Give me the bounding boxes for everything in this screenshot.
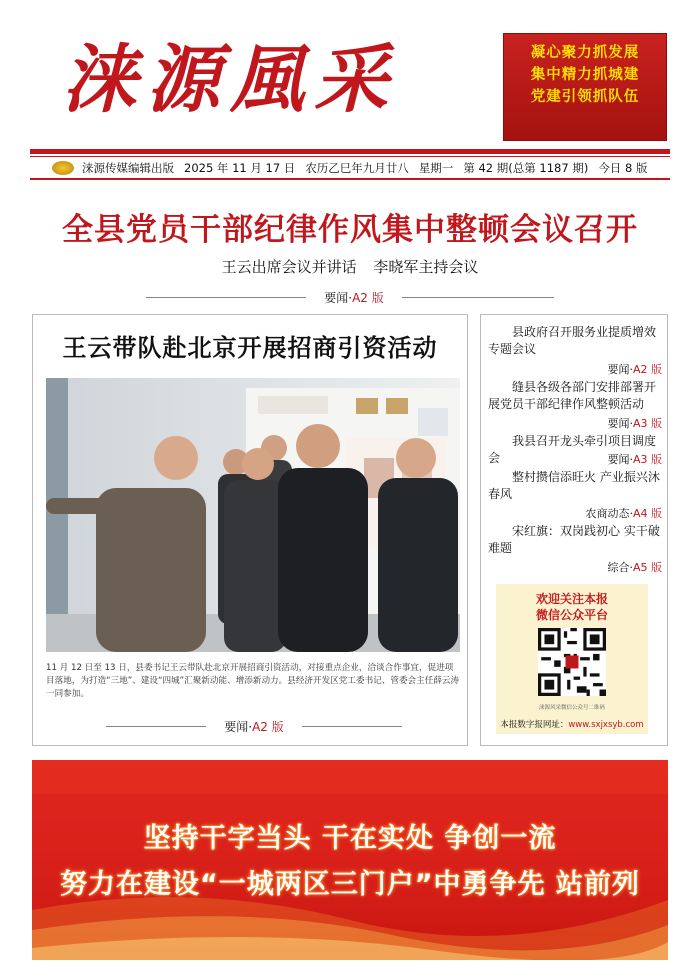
- sidebar-item-ref[interactable]: [488, 505, 662, 521]
- qr-code-icon[interactable]: [538, 628, 606, 696]
- wechat-title-line: 微信公众平台: [535, 608, 608, 622]
- ref-section: 要闻·: [224, 720, 253, 734]
- banner-line-1: 坚持干字当头 干在实处 争创一流: [143, 823, 557, 854]
- ref-divider: [146, 297, 306, 298]
- photo-caption: 11 月 12 日至 13 日，县委书记王云带队赴北京开展招商引资活动，对接重点企业，洽谈合作事宜，促进项目落地，为打造“三地”、建设“四城”汇聚新动能、增添新动力。县经济开发区党工委书记、管委会主任薛云涛一同参加。: [46, 663, 460, 699]
- main-story-title[interactable]: 王云带队赴北京开展招商引资活动: [62, 333, 438, 362]
- sidebar-item[interactable]: 我县召开龙头牵引项目调度会: [488, 434, 657, 465]
- ref-divider: [402, 297, 554, 298]
- slogan-banner: [32, 760, 668, 960]
- slogan-box: [503, 33, 667, 141]
- banner-line-2: 努力在建设“一城两区三门户”中勇争先 站前列: [60, 869, 640, 900]
- ref-page: A2 版: [252, 720, 284, 734]
- subheadline-part: 李晓军主持会议: [373, 258, 479, 276]
- ref-section: 综合·: [607, 561, 633, 574]
- news-photo-illustration: [46, 378, 460, 652]
- wechat-title-line: 欢迎关注本报: [535, 592, 608, 606]
- ref-page: A5 版: [632, 561, 662, 574]
- infobar-rule: [30, 178, 670, 180]
- digital-edition-url[interactable]: [496, 718, 648, 730]
- issue-date: 2025 年 11 月 17 日: [184, 161, 296, 175]
- page-count: 今日 8 版: [598, 161, 648, 175]
- lunar-date: 农历乙巳年九月廿八: [305, 161, 409, 175]
- ref-page: A3 版: [632, 417, 662, 430]
- sidebar-item[interactable]: 县政府召开服务业提质增效专题会议: [488, 325, 657, 356]
- sidebar-item-ref[interactable]: [488, 451, 662, 467]
- ref-divider: [302, 726, 402, 727]
- ref-section: 要闻·: [607, 363, 633, 376]
- url-value: www.sxjxsyb.com: [568, 720, 644, 730]
- main-story-page-ref[interactable]: [206, 718, 302, 735]
- slogan-line: 凝心聚力抓发展: [530, 45, 640, 61]
- sidebar-item[interactable]: 缝县各级各部门安排部署开展党员干部纪律作风整顿活动: [488, 380, 657, 411]
- masthead-rule-thin: [30, 156, 670, 157]
- ref-section: 要闻·: [607, 417, 633, 430]
- qr-caption: 涞源风采微信公众号二维码: [538, 705, 605, 711]
- masthead-title: 涞源風采: [62, 37, 398, 123]
- sidebar-item-ref[interactable]: [488, 559, 662, 575]
- issue-info-bar: [30, 159, 670, 177]
- banner-background: [32, 760, 668, 960]
- ref-page: A2 版: [352, 291, 384, 305]
- ref-page: A3 版: [632, 453, 662, 466]
- ref-page: A4 版: [632, 507, 662, 520]
- sidebar-item[interactable]: 整村攒信添旺火 产业振兴沐春风: [488, 470, 660, 501]
- lead-subheadline: [0, 256, 700, 277]
- sidebar-item-ref[interactable]: [488, 361, 662, 377]
- lead-headline[interactable]: 全县党员干部纪律作风集中整顿会议召开: [62, 212, 638, 248]
- ref-page: A2 版: [632, 363, 662, 376]
- wechat-panel-title: [496, 591, 648, 623]
- url-label: 本报数字报网址：: [500, 720, 569, 730]
- publisher-logo-icon: [52, 161, 74, 175]
- sidebar-item[interactable]: 宋红旗：双岗践初心 实干破难题: [488, 524, 660, 555]
- issue-number: 第 42 期(总第 1187 期): [463, 161, 589, 175]
- news-photo: [46, 378, 460, 652]
- ref-section: 要闻·: [607, 453, 633, 466]
- slogan-line: 集中精力抓城建: [530, 67, 640, 83]
- ref-section: 要闻·: [324, 291, 353, 305]
- subheadline-part: 王云出席会议并讲话: [221, 258, 357, 276]
- qr-code-graphic: [538, 628, 606, 696]
- ref-divider: [106, 726, 206, 727]
- lead-page-ref[interactable]: [306, 289, 402, 306]
- ref-section: 农商动态·: [585, 507, 633, 520]
- weekday: 星期一: [418, 161, 454, 175]
- slogan-line: 党建引领抓队伍: [530, 89, 640, 105]
- masthead-rule: [30, 149, 670, 154]
- publisher: 涞源传媒编辑出版: [82, 161, 174, 175]
- sidebar-item-ref[interactable]: [488, 415, 662, 431]
